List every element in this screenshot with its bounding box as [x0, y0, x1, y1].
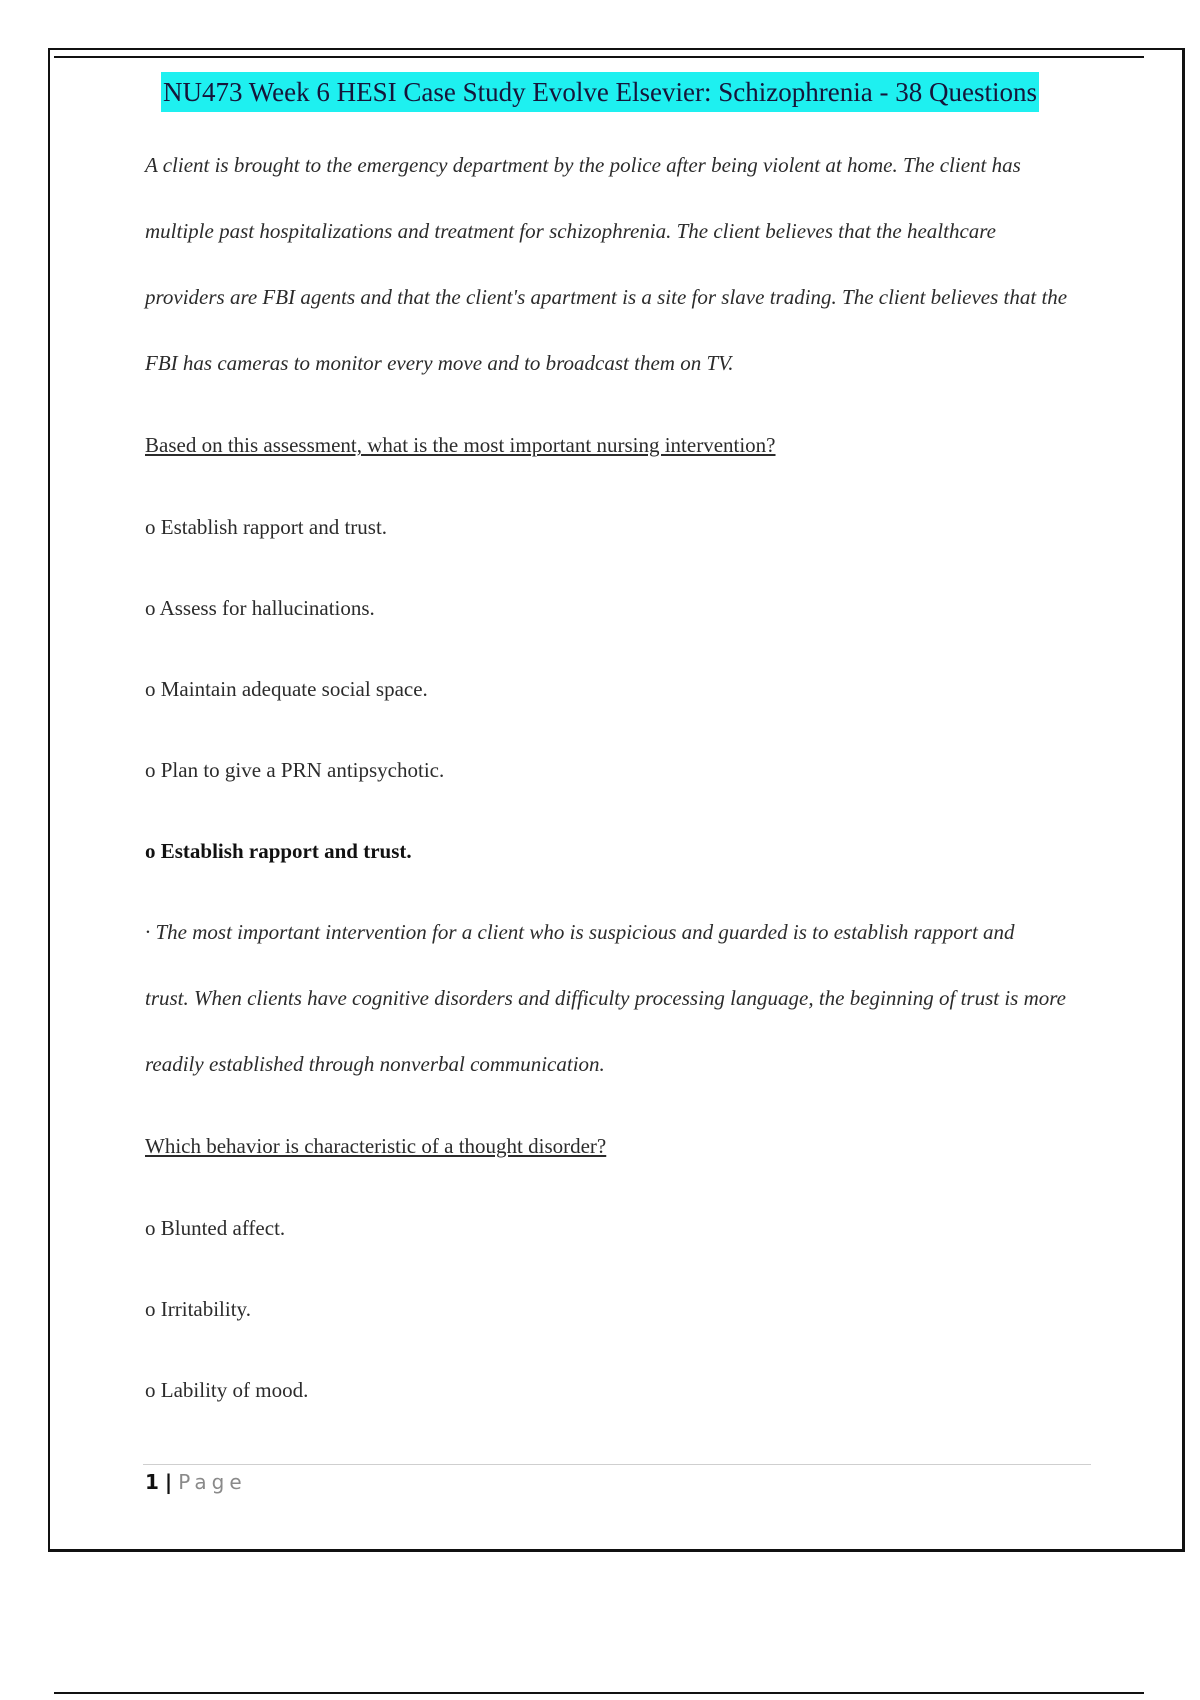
q1-answer: o Establish rapport and trust. [145, 839, 412, 863]
rationale-line: trust. When clients have cognitive disorders and difficulty processing language, the beginning of trust is more [145, 986, 1066, 1010]
scenario-line: FBI has cameras to monitor every move and to broadcast them on TV. [145, 351, 734, 375]
title-wrap [0, 72, 1200, 112]
q1-option: o Maintain adequate social space. [145, 677, 428, 701]
question-1: Based on this assessment, what is the most important nursing intervention? [145, 433, 776, 457]
footer-separator: | [164, 1470, 173, 1494]
q1-option: o Assess for hallucinations. [145, 596, 375, 620]
rationale-line: readily established through nonverbal communication. [145, 1052, 605, 1076]
scenario-line: multiple past hospitalizations and treatment for schizophrenia. The client believes that the healthcare [145, 219, 996, 243]
document-title: NU473 Week 6 HESI Case Study Evolve Elsevier: Schizophrenia - 38 Questions [161, 72, 1039, 112]
bottom-rule [54, 1692, 1144, 1694]
page-number: 1 [145, 1470, 159, 1494]
q2-option: o Blunted affect. [145, 1216, 286, 1240]
top-rule [54, 56, 1144, 58]
q2-option: o Irritability. [145, 1297, 251, 1321]
scenario-line: providers are FBI agents and that the client's apartment is a site for slave trading. The client believes that the [145, 285, 1068, 309]
page-footer [145, 1470, 247, 1494]
rationale-line: · The most important intervention for a client who is suspicious and guarded is to establish rapport and [145, 920, 1015, 944]
page-label: Page [178, 1470, 247, 1494]
q1-option: o Plan to give a PRN antipsychotic. [145, 758, 445, 782]
q2-option: o Lability of mood. [145, 1378, 309, 1402]
question-2: Which behavior is characteristic of a thought disorder? [145, 1134, 607, 1158]
scenario-line: A client is brought to the emergency department by the police after being violent at home. The client has [145, 153, 1021, 177]
footer-rule [143, 1464, 1091, 1465]
document-body [145, 145, 1105, 1410]
q1-option: o Establish rapport and trust. [145, 515, 388, 539]
